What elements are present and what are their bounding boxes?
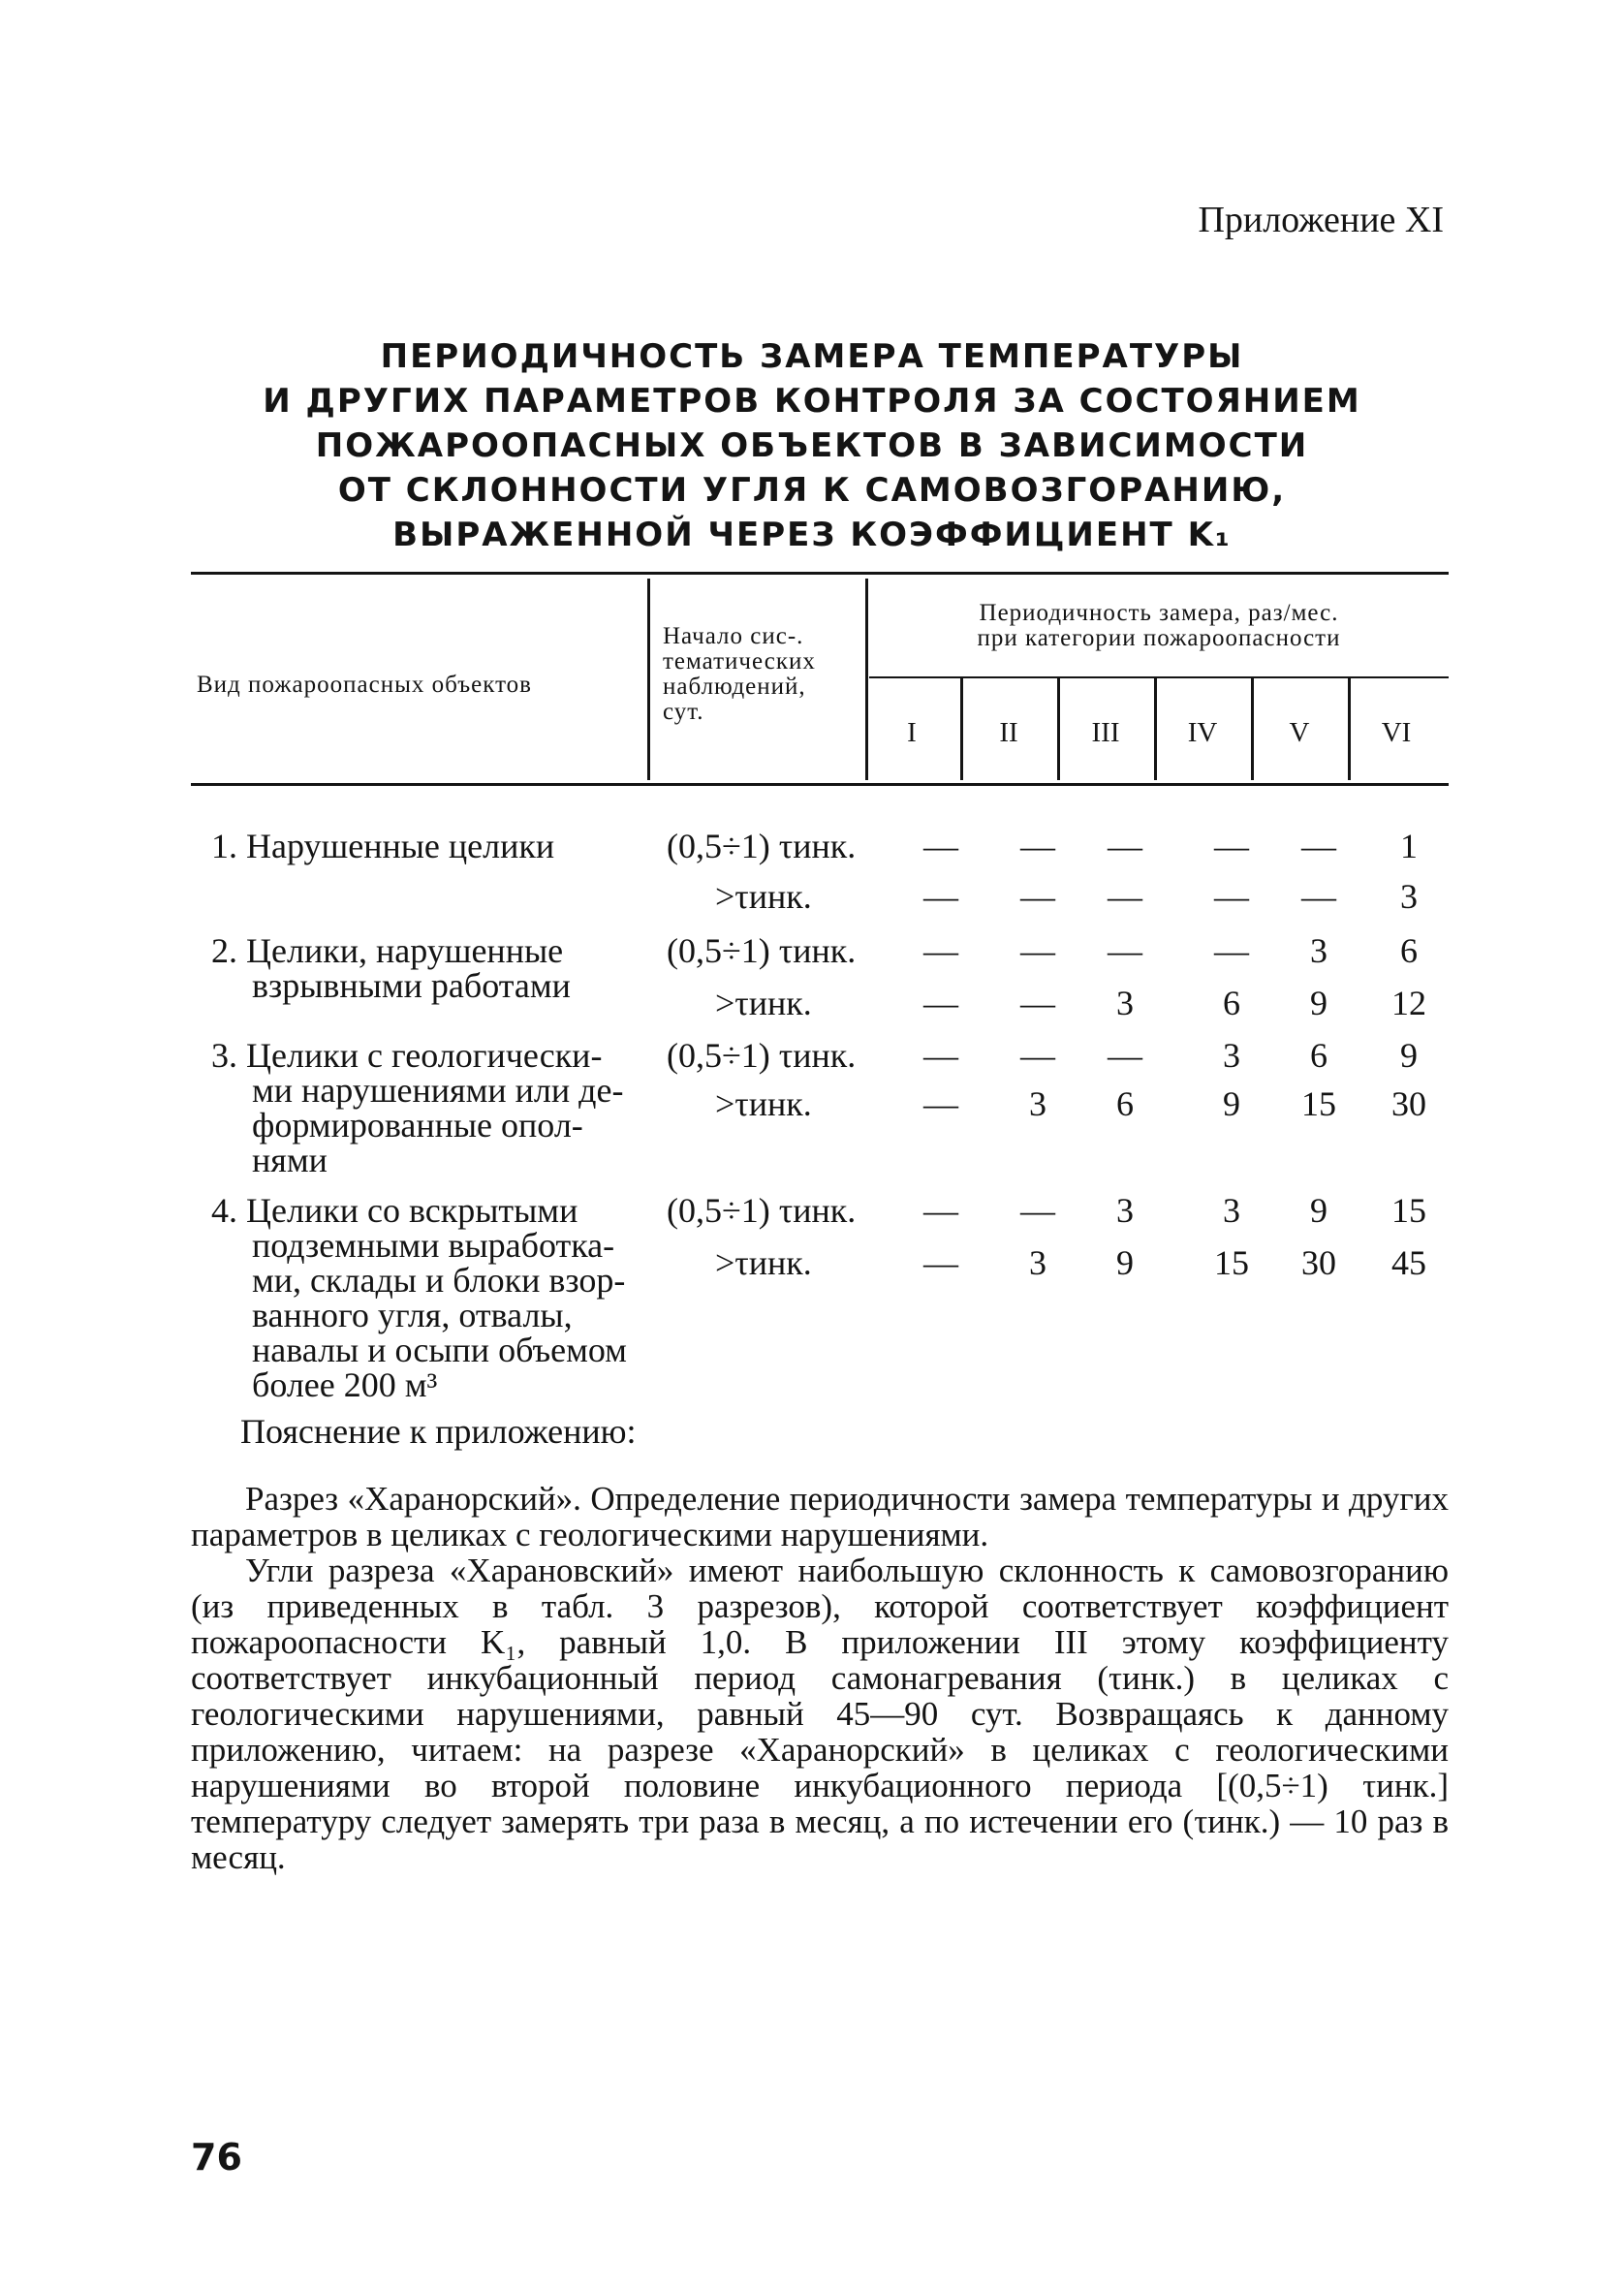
title-line: ВЫРАЖЕННОЙ ЧЕРЕЗ КОЭФФИЦИЕНТ K₁ [392,516,1232,554]
row-label: формированные опол- [252,1106,583,1144]
cell-value: — [1020,1036,1055,1075]
cell-value: 9 [1310,984,1327,1022]
row-label: взрывными работами [252,966,571,1005]
cell-value: 3 [1116,984,1134,1022]
column-divider [647,579,650,780]
paragraph: Угли разреза «Харановский» имеют наибольшую склонность к самовозгоранию (из приведенных в табл. 3 разрезов), которой соответствует коэффициент пожароопасности K₁, равный 1,0. В приложении III этому коэффициенту соответствует инкубационный период самонагревания (τинк.) в целиках с геологическими нарушениями, равный 45—90 сут. Возвращаясь к данному приложению, читаем: на разрезе «Харанорский» в целиках с геологическими нарушениями во второй половине инкубационного периода [(0,5÷1) τинк.] температуру следует замерять три раза в месяц, а по истечении его (τинк.) — 10 раз в месяц. [191,1552,1449,1876]
title-line: И ДРУГИХ ПАРАМЕТРОВ КОНТРОЛЯ ЗА СОСТОЯНИЕМ [263,382,1361,421]
cell-value: 3 [1223,1036,1240,1075]
cell-value: — [1020,827,1055,865]
category-header: I [907,717,917,748]
column-divider [1154,678,1157,780]
row-label: 1. Нарушенные целики [211,827,555,865]
cell-value: — [923,1084,958,1123]
category-divider-rule [869,676,1449,678]
row-start: (0,5÷1) τинк. [667,1191,857,1230]
category-header: IV [1187,717,1218,748]
explanation-heading: Пояснение к приложению: [240,1412,637,1451]
row-label: 3. Целики с геологически- [211,1036,603,1075]
cell-value: — [1214,827,1249,865]
cell-value: 3 [1116,1191,1134,1230]
title-line: ПЕРИОДИЧНОСТЬ ЗАМЕРА ТЕМПЕРАТУРЫ [380,337,1244,376]
header-period: Периодичность замера, раз/мес. при категории пожароопасности [977,600,1341,651]
table-top-rule [191,572,1449,575]
cell-value: 3 [1310,931,1327,970]
cell-value: — [1020,877,1055,916]
cell-value: — [923,1191,958,1230]
explanation-text [191,1481,1449,1875]
cell-value: — [923,931,958,970]
cell-value: — [1214,931,1249,970]
row-label: 4. Целики со вскрытыми [211,1191,578,1230]
header-object-type: Вид пожароопасных объектов [197,672,532,698]
cell-value: — [923,877,958,916]
cell-value: 3 [1029,1084,1046,1123]
cell-value: 1 [1400,827,1418,865]
row-label: подземными выработка- [252,1226,615,1265]
page-title [174,334,1450,557]
row-label: более 200 м³ [252,1365,438,1404]
column-divider [1251,678,1254,780]
cell-value: 12 [1391,984,1426,1022]
cell-value: — [923,827,958,865]
cell-value: 3 [1400,877,1418,916]
table-header-bottom-rule [191,783,1449,786]
row-label: ми, склады и блоки взор- [252,1261,626,1300]
cell-value: 15 [1391,1191,1426,1230]
row-start: (0,5÷1) τинк. [667,827,857,865]
cell-value: — [1108,1036,1142,1075]
cell-value: — [1108,827,1142,865]
category-header: III [1091,717,1120,748]
cell-value: — [1108,877,1142,916]
row-start: >τинк. [715,984,812,1022]
category-header: V [1289,717,1310,748]
column-divider [960,678,963,780]
row-start: >τинк. [715,1084,812,1123]
row-label: навалы и осыпи объемом [252,1331,627,1369]
column-divider [1348,678,1351,780]
row-label: ми нарушениями или де- [252,1071,624,1110]
row-start: (0,5÷1) τинк. [667,1036,857,1075]
row-start: (0,5÷1) τинк. [667,931,857,970]
paragraph: Разрез «Харанорский». Определение периодичности замера температуры и других параметров в целиках с геологическими нарушениями. [191,1480,1449,1553]
cell-value: 9 [1310,1191,1327,1230]
row-label: нями [252,1141,328,1179]
cell-value: 15 [1214,1243,1249,1282]
header-start: Начало сис-. тематических наблюдений, сут. [663,623,816,725]
column-divider [865,579,868,780]
cell-value: — [1020,984,1055,1022]
cell-value: 30 [1391,1084,1426,1123]
page-number: 76 [191,2136,242,2179]
cell-value: 9 [1116,1243,1134,1282]
cell-value: 6 [1400,931,1418,970]
column-divider [1057,678,1060,780]
title-line: ОТ СКЛОННОСТИ УГЛЯ К САМОВОЗГОРАНИЮ, [337,471,1287,510]
cell-value: — [1301,877,1336,916]
cell-value: 3 [1029,1243,1046,1282]
cell-value: 45 [1391,1243,1426,1282]
cell-value: 6 [1116,1084,1134,1123]
cell-value: 9 [1223,1084,1240,1123]
row-start: >τинк. [715,877,812,916]
cell-value: — [1108,931,1142,970]
cell-value: — [923,984,958,1022]
appendix-label: Приложение XI [1198,200,1444,240]
cell-value: — [1214,877,1249,916]
cell-value: — [1020,931,1055,970]
cell-value: 6 [1223,984,1240,1022]
cell-value: 15 [1301,1084,1336,1123]
cell-value: 3 [1223,1191,1240,1230]
row-start: >τинк. [715,1243,812,1282]
cell-value: 6 [1310,1036,1327,1075]
category-header: II [999,717,1018,748]
cell-value: — [1301,827,1336,865]
cell-value: — [923,1036,958,1075]
category-header: VI [1381,717,1412,748]
cell-value: 9 [1400,1036,1418,1075]
cell-value: — [1020,1191,1055,1230]
title-line: ПОЖАРООПАСНЫХ ОБЪЕКТОВ В ЗАВИСИМОСТИ [315,426,1309,465]
row-label: ванного угля, отвалы, [252,1296,573,1334]
row-label: 2. Целики, нарушенные [211,931,564,970]
cell-value: — [923,1243,958,1282]
cell-value: 30 [1301,1243,1336,1282]
